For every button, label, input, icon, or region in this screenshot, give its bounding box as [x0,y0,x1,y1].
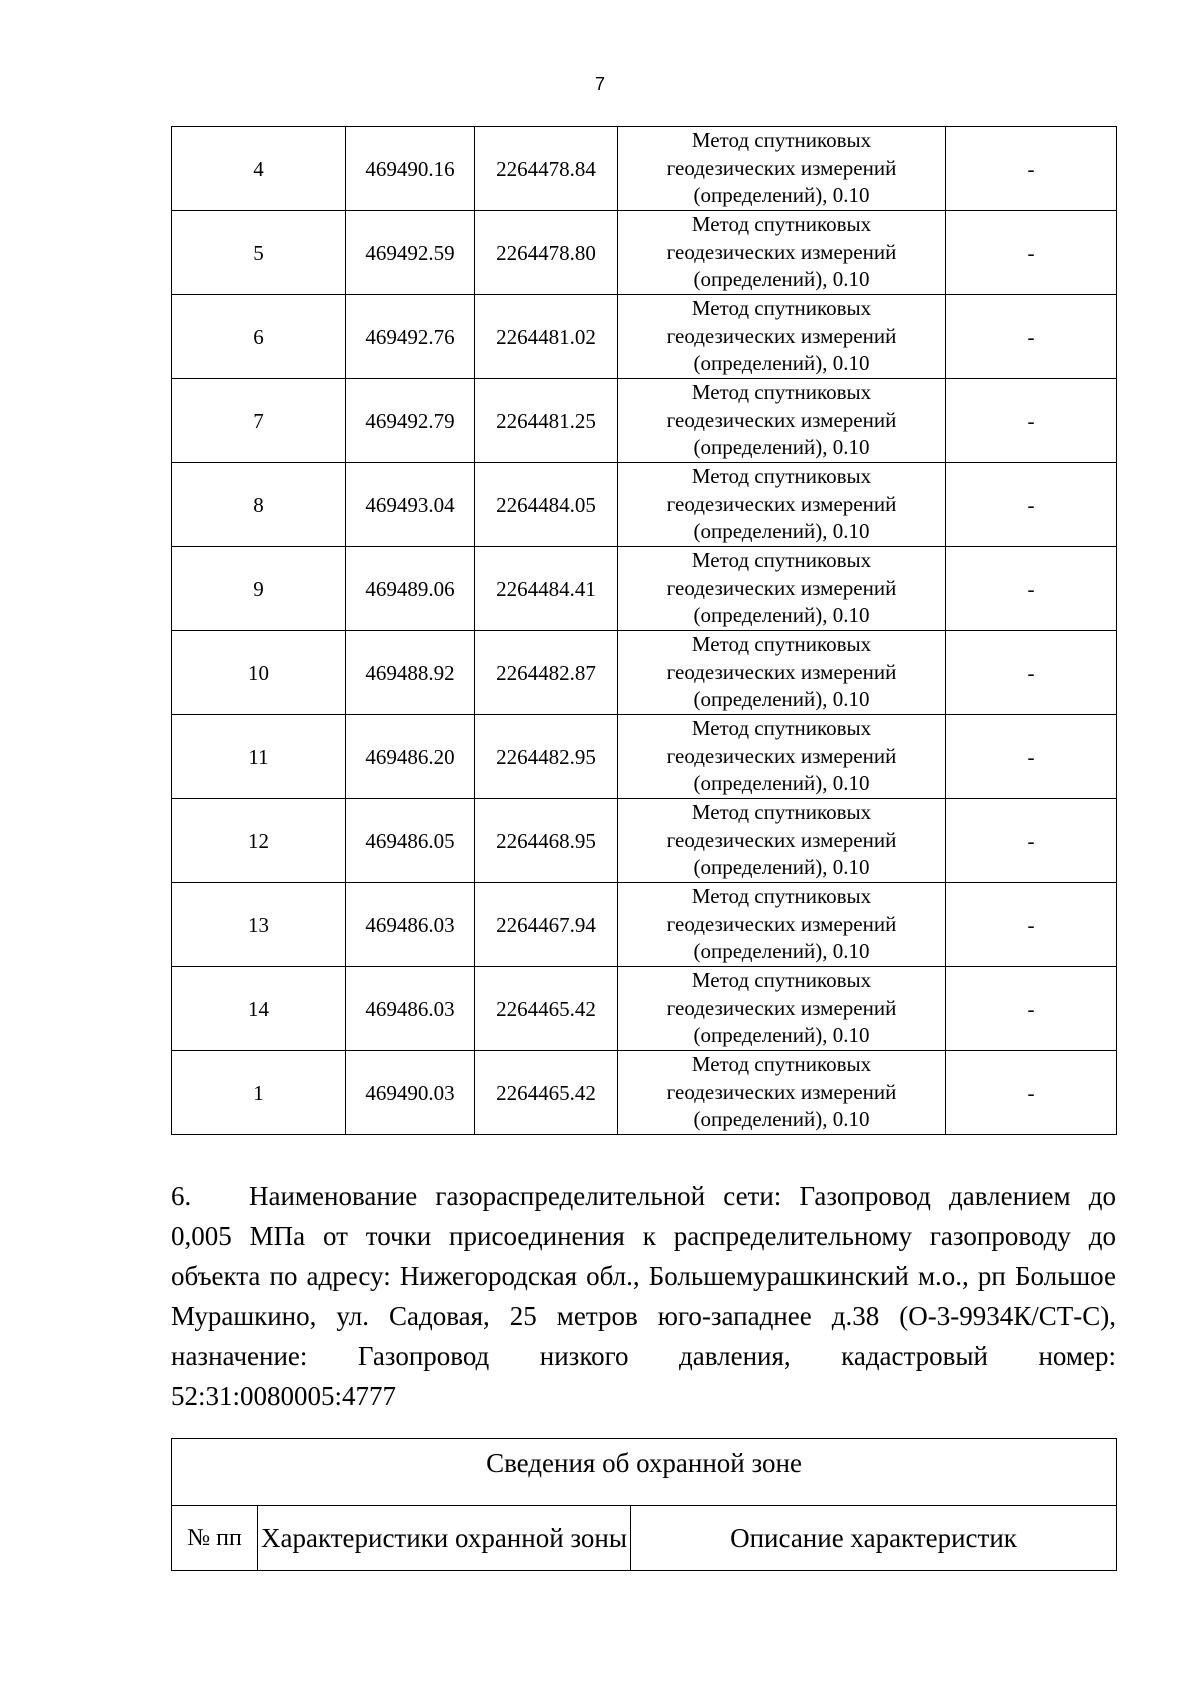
method-line: Метод спутниковых [691,968,872,993]
coordinates-table [171,126,1117,1135]
cell-x: 469488.92 [346,631,475,715]
cell-method [618,127,946,211]
method-line: Метод спутниковых [691,632,872,657]
method-line: (определений), 0.10 [693,351,870,376]
cell-y: 2264478.84 [475,127,618,211]
method-line: Метод спутниковых [691,296,872,321]
section-paragraph [171,1176,1116,1416]
method-line: (определений), 0.10 [693,519,870,544]
cell-note: - [946,1051,1117,1135]
method-line: геодезических измерений [666,995,897,1020]
cell-point: 12 [172,799,346,883]
cell-x: 469490.16 [346,127,475,211]
cell-x: 469493.04 [346,463,475,547]
cell-point: 4 [172,127,346,211]
method-line: (определений), 0.10 [693,771,870,796]
cell-y: 2264484.05 [475,463,618,547]
method-line: геодезических измерений [666,239,897,264]
method-line: Метод спутниковых [691,800,872,825]
table-row [172,715,1117,799]
cell-note: - [946,883,1117,967]
method-line: геодезических измерений [666,1079,897,1104]
cell-point: 1 [172,1051,346,1135]
method-line: геодезических измерений [666,911,897,936]
cell-point: 9 [172,547,346,631]
method-line: (определений), 0.10 [693,435,870,460]
cell-y: 2264465.42 [475,967,618,1051]
method-line: Метод спутниковых [691,128,872,153]
cell-note: - [946,715,1117,799]
table-row [172,463,1117,547]
cell-point: 14 [172,967,346,1051]
cell-note: - [946,547,1117,631]
page-number: 7 [594,74,605,94]
table-row [172,883,1117,967]
method-line: (определений), 0.10 [693,939,870,964]
cell-note: - [946,463,1117,547]
table-row [172,631,1117,715]
table-row [172,799,1117,883]
cell-method [618,295,946,379]
cell-note: - [946,127,1117,211]
cell-method [618,799,946,883]
cell-note: - [946,379,1117,463]
method-line: геодезических измерений [666,827,897,852]
cell-x: 469492.79 [346,379,475,463]
cell-y: 2264482.87 [475,631,618,715]
cell-method [618,547,946,631]
table-row [172,127,1117,211]
cell-y: 2264482.95 [475,715,618,799]
method-line: (определений), 0.10 [693,603,870,628]
cell-note: - [946,631,1117,715]
method-line: Метод спутниковых [691,884,872,909]
method-line: (определений), 0.10 [693,687,870,712]
cell-method [618,1051,946,1135]
cell-note: - [946,211,1117,295]
cell-method [618,631,946,715]
cell-point: 13 [172,883,346,967]
coordinates-table-body [172,127,1117,1135]
table-row [172,211,1117,295]
protection-zone-table [171,1438,1117,1571]
method-line: (определений), 0.10 [693,1023,870,1048]
method-line: геодезических измерений [666,491,897,516]
zone-col-description: Описание характеристик [631,1506,1117,1571]
cell-point: 6 [172,295,346,379]
cell-method [618,379,946,463]
method-line: (определений), 0.10 [693,267,870,292]
cell-y: 2264467.94 [475,883,618,967]
cell-point: 7 [172,379,346,463]
method-line: геодезических измерений [666,659,897,684]
cell-note: - [946,799,1117,883]
method-line: Метод спутниковых [691,716,872,741]
cell-y: 2264481.25 [475,379,618,463]
method-line: геодезических измерений [666,407,897,432]
cell-x: 469486.05 [346,799,475,883]
cell-method [618,211,946,295]
table-row [172,967,1117,1051]
table-row [172,1051,1117,1135]
cell-y: 2264465.42 [475,1051,618,1135]
method-line: Метод спутниковых [691,1052,872,1077]
method-line: геодезических измерений [666,155,897,180]
method-line: геодезических измерений [666,743,897,768]
cell-y: 2264484.41 [475,547,618,631]
method-line: Метод спутниковых [691,212,872,237]
cell-y: 2264468.95 [475,799,618,883]
cell-point: 5 [172,211,346,295]
method-line: геодезических измерений [666,323,897,348]
cell-method [618,967,946,1051]
cell-x: 469486.20 [346,715,475,799]
method-line: (определений), 0.10 [693,855,870,880]
cell-point: 11 [172,715,346,799]
method-line: (определений), 0.10 [693,183,870,208]
zone-table-title: Сведения об охранной зоне [172,1439,1117,1506]
cell-note: - [946,967,1117,1051]
zone-col-number: № пп [172,1506,258,1571]
cell-x: 469486.03 [346,967,475,1051]
table-row [172,379,1117,463]
cell-x: 469492.76 [346,295,475,379]
method-line: Метод спутниковых [691,380,872,405]
table-row [172,295,1117,379]
cell-point: 8 [172,463,346,547]
cell-x: 469489.06 [346,547,475,631]
cell-note: - [946,295,1117,379]
cell-point: 10 [172,631,346,715]
cell-method [618,883,946,967]
cell-x: 469490.03 [346,1051,475,1135]
cell-y: 2264481.02 [475,295,618,379]
method-line: Метод спутниковых [691,464,872,489]
section-number: 6. [171,1181,192,1211]
cell-x: 469486.03 [346,883,475,967]
cell-y: 2264478.80 [475,211,618,295]
section-text: Наименование газораспределительной сети: Газопровод давлением до 0,005 МПа от точки присоединения к распределительному газопроводу до объекта по адресу: Нижегородская обл., Большемурашкинский м.о., рп Большое Мурашкино, ул. Садовая, 25 метров юго-западнее д.38 (О-3-9934К/СТ-С), назначение: Газопровод низкого давления, кадастровый номер: 52:31:0080005:4777 [171,1181,1116,1411]
cell-x: 469492.59 [346,211,475,295]
cell-method [618,463,946,547]
method-line: Метод спутниковых [691,548,872,573]
zone-col-characteristics: Характеристики охранной зоны [258,1506,631,1571]
table-row [172,547,1117,631]
cell-method [618,715,946,799]
method-line: геодезических измерений [666,575,897,600]
method-line: (определений), 0.10 [693,1107,870,1132]
